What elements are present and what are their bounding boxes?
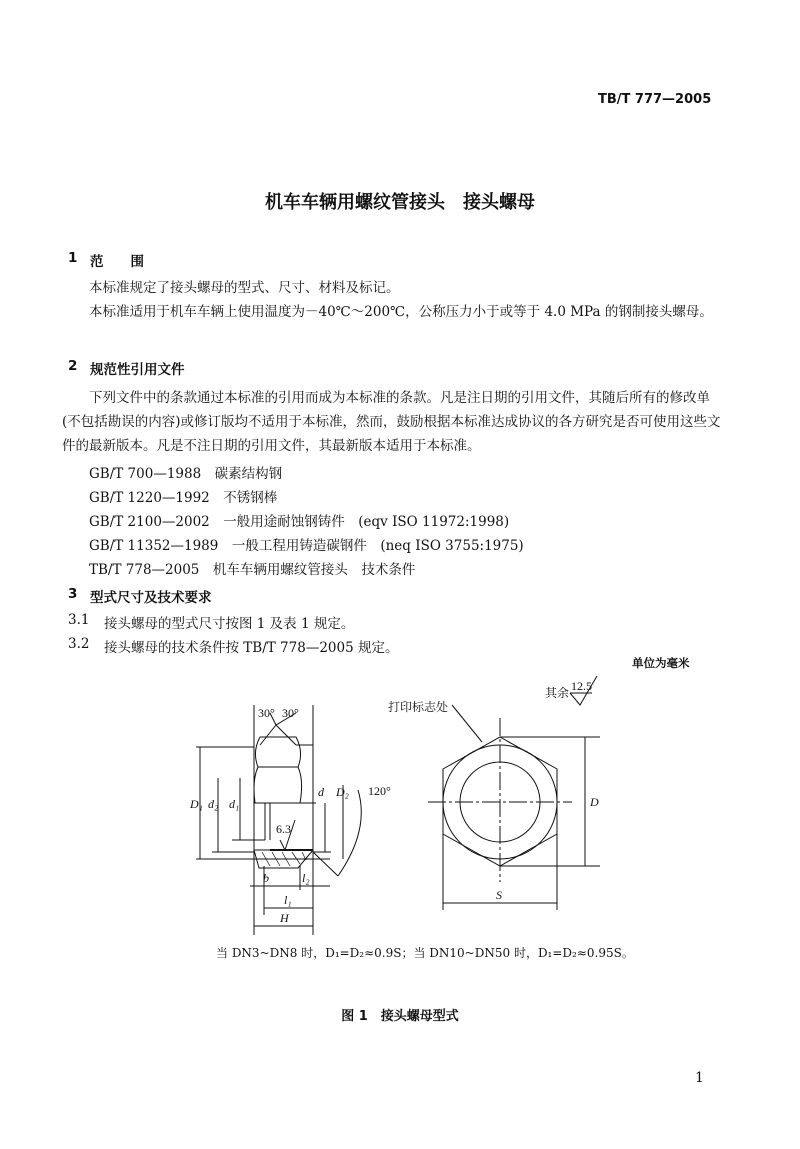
section-3-number: 3 — [68, 586, 78, 602]
refs-intro: 下列文件中的条款通过本标准的引用而成为本标准的条款。凡是注日期的引用文件，其随后所有的修改单(不包括勘误的内容)或修订版均不适用于本标准，然而，鼓励根据本标准达成协议的各方研究是否可使用这些文件的最新版本。凡是不注日期的引用文件，其最新版本适用于本标准。 — [62, 390, 721, 454]
dim-b: b — [263, 871, 269, 885]
roughness-rest-label: 其余 — [545, 686, 570, 700]
marking-location-label: 打印标志处 — [388, 700, 449, 714]
angle-left-label: 30° — [258, 706, 275, 720]
clause-text: 接头螺母的技术条件按 TB/T 778—2005 规定。 — [104, 640, 399, 656]
ref-item: GB/T 11352—1989 一般工程用铸造碳钢件 (neq ISO 3755:1975) — [89, 538, 524, 554]
scope-paragraph-2: 本标准适用于机车车辆上使用温度为－40℃～200℃，公称压力小于或等于 4.0 MPa 的钢制接头螺母。 — [89, 304, 713, 320]
ref-item: GB/T 1220—1992 不锈钢棒 — [89, 490, 278, 506]
figure-caption: 图 1 接头螺母型式 — [341, 1009, 459, 1024]
angle-right-label: 30° — [282, 706, 299, 720]
roughness-rest-value: 12.5 — [571, 679, 592, 693]
roughness-inner-value: 6.3 — [276, 822, 291, 836]
ref-item: GB/T 700—1988 碳素结构钢 — [89, 466, 283, 482]
dim-l1: l₁ — [284, 893, 292, 907]
nut-hex-view — [428, 705, 600, 910]
dim-D2: D₂ — [336, 785, 349, 799]
clause-number: 3.2 — [68, 636, 90, 652]
angle-120-label: 120° — [368, 784, 391, 798]
unit-note: 单位为毫米 — [632, 656, 690, 670]
page-title: 机车车辆用螺纹管接头 接头螺母 — [265, 192, 535, 213]
scope-paragraph-1: 本标准规定了接头螺母的型式、尺寸、材料及标记。 — [89, 280, 400, 296]
nut-section-view — [196, 705, 361, 935]
dim-S: S — [496, 888, 502, 902]
dim-d1: d₁ — [229, 797, 240, 811]
figure-note: 当 DN3~DN8 时，D₁=D₂≈0.9S；当 DN10~DN50 时，D₁=D₂≈0.95S。 — [216, 946, 634, 960]
section-2-heading: 规范性引用文件 — [90, 362, 185, 378]
dim-d: d — [318, 785, 324, 799]
clause-text: 接头螺母的型式尺寸按图 1 及表 1 规定。 — [104, 616, 355, 632]
ref-item: TB/T 778—2005 机车车辆用螺纹管接头 技术条件 — [89, 562, 416, 578]
dim-D: D — [590, 795, 599, 809]
section-1-heading: 范 围 — [90, 254, 144, 270]
page-number: 1 — [695, 1070, 704, 1086]
dim-D1: D₁ — [190, 797, 203, 811]
clause-number: 3.1 — [68, 612, 90, 628]
ref-item: GB/T 2100—2002 一般用途耐蚀钢铸件 (eqv ISO 11972:1998) — [89, 514, 510, 530]
dim-H: H — [280, 911, 289, 925]
section-2-number: 2 — [68, 358, 78, 374]
section-3-heading: 型式尺寸及技术要求 — [90, 590, 212, 606]
dim-d2: d₂ — [208, 797, 219, 811]
section-1-number: 1 — [68, 250, 78, 266]
standard-code: TB/T 777—2005 — [598, 92, 712, 107]
dim-l2: l₂ — [302, 871, 310, 885]
